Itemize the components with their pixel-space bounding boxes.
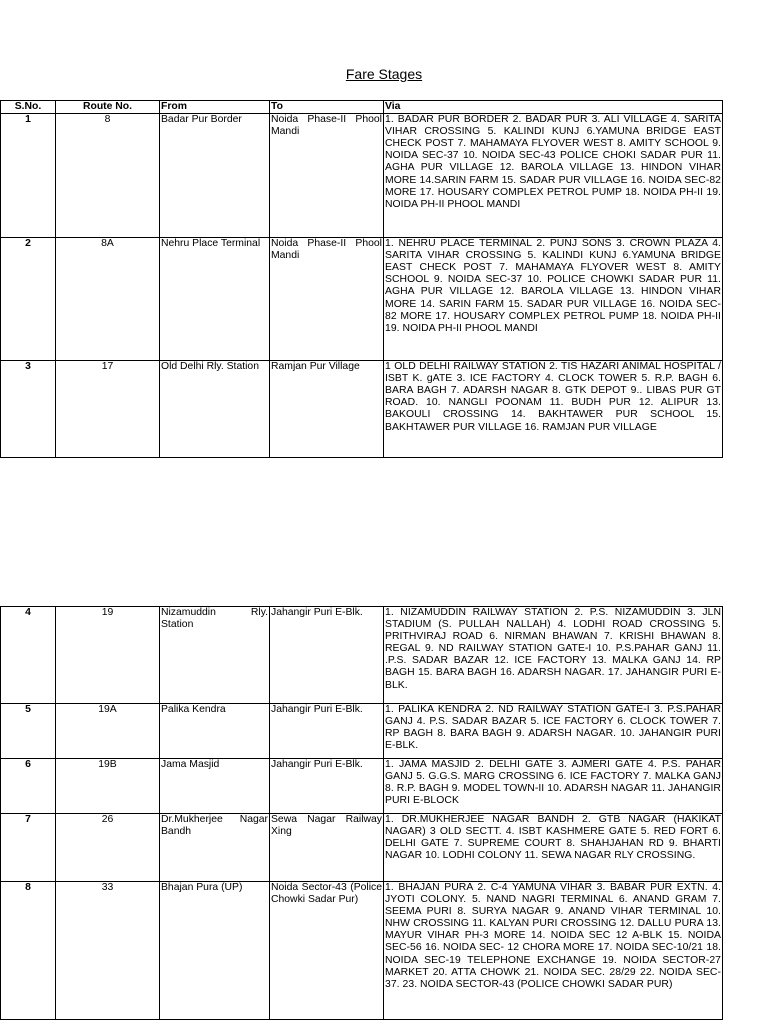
cell-from: Jama Masjid — [160, 759, 270, 814]
table-header-row — [1, 101, 723, 114]
header-sno: S.No. — [1, 101, 56, 114]
cell-via: 1. PALIKA KENDRA 2. ND RAILWAY STATION GATE-I 3. P.S.PAHAR GANJ 4. P.S. SADAR BAZAR 5. ICE FACTORY 6. CLOCK TOWER 7. RP BAGH 8. BARA BAGH 9. ADARSH NAGAR. 10. JAHANGIR PURI E-BLK. — [384, 704, 723, 759]
cell-via: 1. JAMA MASJID 2. DELHI GATE 3. AJMERI GATE 4. P.S. PAHAR GANJ 5. G.G.S. MARG CROSSING 6. ICE FACTORY 7. MALKA GANJ 8. R.P. BAGH 9. MODEL TOWN-II 10. ADARSH NAGAR 11. JAHANGIR PURI E-BLOCK — [384, 759, 723, 814]
cell-to: Noida Phase-II Phool Mandi — [270, 238, 384, 361]
table-row — [1, 814, 723, 882]
cell-to: Noida Phase-II Phool Mandi — [270, 114, 384, 238]
cell-from: Nehru Place Terminal — [160, 238, 270, 361]
cell-to: Noida Sector-43 (Police Chowki Sadar Pur) — [270, 882, 384, 1020]
cell-sno: 8 — [1, 882, 56, 1020]
cell-route-no: 19A — [56, 704, 160, 759]
cell-to: Sewa Nagar Railway Xing — [270, 814, 384, 882]
cell-to: Jahangir Puri E-Blk. — [270, 607, 384, 704]
cell-route-no: 8A — [56, 238, 160, 361]
cell-to: Jahangir Puri E-Blk. — [270, 704, 384, 759]
cell-via: 1. BHAJAN PURA 2. C-4 YAMUNA VIHAR 3. BABAR PUR EXTN. 4. JYOTI COLONY. 5. NAND NAGRI TERMINAL 6. ANAND GRAM 7. SEEMA PURI 8. SURYA NAGAR 9. ANAND VIHAR TERMINAL 10. NHW CROSSING 11. KALYAN PURI CROSSING 12. DALLU PURA 13. MAYUR VIHAR PH-3 MORE 14. NOIDA SEC 12 A-BLK 15. NOIDA SEC-56 16. NOIDA SEC- 12 CHORA MORE 17. NOIDA SEC-10/21 18. NOIDA SEC-19 TELEPHONE EXCHANGE 19. NOIDA SECTOR-27 MARKET 20. ATTA CHOWK 21. NOIDA SEC. 28/29 22. NOIDA SEC-37. 23. NOIDA SECTOR-43 (POLICE CHOWKI SADAR PUR) — [384, 882, 723, 1020]
cell-route-no: 8 — [56, 114, 160, 238]
cell-from: Badar Pur Border — [160, 114, 270, 238]
cell-sno: 7 — [1, 814, 56, 882]
cell-from: Old Delhi Rly. Station — [160, 361, 270, 458]
cell-sno: 3 — [1, 361, 56, 458]
cell-route-no: 19B — [56, 759, 160, 814]
cell-sno: 4 — [1, 607, 56, 704]
header-via: Via — [384, 101, 723, 114]
cell-route-no: 33 — [56, 882, 160, 1020]
cell-sno: 2 — [1, 238, 56, 361]
cell-from: Dr.Mukherjee Nagar Bandh — [160, 814, 270, 882]
header-route-no: Route No. — [56, 101, 160, 114]
cell-from: Palika Kendra — [160, 704, 270, 759]
cell-to: Ramjan Pur Village — [270, 361, 384, 458]
header-to: To — [270, 101, 384, 114]
table-row — [1, 607, 723, 704]
page-title: Fare Stages — [345, 66, 423, 82]
table-row — [1, 704, 723, 759]
fare-stages-table-part-2 — [0, 606, 723, 1020]
cell-via: 1. DR.MUKHERJEE NAGAR BANDH 2. GTB NAGAR (HAKIKAT NAGAR) 3 OLD SECTT. 4. ISBT KASHMERE GATE 5. RED FORT 6. DELHI GATE 7. SUPREME COURT 8. SHAHJAHAN RD 9. BHARTI NAGAR 10. LODHI COLONY 11. SEWA NAGAR RLY CROSSING. — [384, 814, 723, 882]
cell-to: Jahangir Puri E-Blk. — [270, 759, 384, 814]
cell-from: Bhajan Pura (UP) — [160, 882, 270, 1020]
cell-sno: 6 — [1, 759, 56, 814]
fare-stages-table-part-1 — [0, 100, 723, 458]
table-row — [1, 238, 723, 361]
cell-via: 1. NEHRU PLACE TERMINAL 2. PUNJ SONS 3. CROWN PLAZA 4. SARITA VIHAR CROSSING 5. KALINDI KUNJ 6.YAMUNA BRIDGE EAST CHECK POST 7. MAHAMAYA FLYOVER WEST 8. AMITY SCHOOL 9. NOIDA SEC-37 10. POLICE CHOWKI SADAR PUR 11. AGHA PUR VILLAGE 12. BAROLA VILLAGE 13. HINDON VIHAR MORE 14. SARIN FARM 15. SADAR PUR VILLAGE 16. NOIDA SEC-82 MORE 17. HOUSARY COMPLEX PETROL PUMP 18. NOIDA PH-II 19. NOIDA PH-II PHOOL MANDI — [384, 238, 723, 361]
cell-sno: 5 — [1, 704, 56, 759]
table-row — [1, 114, 723, 238]
cell-sno: 1 — [1, 114, 56, 238]
header-from: From — [160, 101, 270, 114]
cell-via: 1. NIZAMUDDIN RAILWAY STATION 2. P.S. NIZAMUDDIN 3. JLN STADIUM (S. PULLAH NALLAH) 4. LODHI ROAD CROSSING 5. PRITHVIRAJ ROAD 6. NIRMAN BHAWAN 7. KRISHI BHAWAN 8. REGAL 9. ND RAILWAY STATION GATE-I 10. P.S.PAHAR GANJ 11. .P.S. SADAR BAZAR 12. ICE FACTORY 13. MALKA GANJ 14. RP BAGH 15. BARA BAGH 16. ADARSH NAGAR. 17. JAHANGIR PURI E-BLK. — [384, 607, 723, 704]
table-row — [1, 361, 723, 458]
cell-via: 1 OLD DELHI RAILWAY STATION 2. TIS HAZARI ANIMAL HOSPITAL / ISBT K. gATE 3. ICE FACTORY 4. CLOCK TOWER 5. R.P. BAGH 6. BARA BAGH 7. ADARSH NAGAR 8. GTK DEPOT 9.. LIBAS PUR GT ROAD. 10. NANGLI POONAM 11. BUDH PUR 12. ALIPUR 13. BAKOULI CROSSING 14. BAKHTAWER PUR SCHOOL 15. BAKHTAWER PUR VILLAGE 16. RAMJAN PUR VILLAGE — [384, 361, 723, 458]
cell-route-no: 19 — [56, 607, 160, 704]
cell-via: 1. BADAR PUR BORDER 2. BADAR PUR 3. ALI VILLAGE 4. SARITA VIHAR CROSSING 5. KALINDI KUNJ 6.YAMUNA BRIDGE EAST CHECK POST 7. MAHAMAYA FLYOVER WEST 8. AMITY SCHOOL 9. NOIDA SEC-37 10. NOIDA SEC-43 POLICE CHOKI SADAR PUR 11. AGHA PUR VILLAGE 12. BAROLA VILLAGE 13. HINDON VIHAR MORE 14.SARIN FARM 15. SADAR PUR VILLAGE 16. NOIDA SEC-82 MORE 17. HOUSARY COMPLEX PETROL PUMP 18. NOIDA PH-II 19. NOIDA PH-II PHOOL MANDI — [384, 114, 723, 238]
cell-from: Nizamuddin Rly. Station — [160, 607, 270, 704]
table-row — [1, 882, 723, 1020]
cell-route-no: 17 — [56, 361, 160, 458]
cell-route-no: 26 — [56, 814, 160, 882]
table-row — [1, 759, 723, 814]
